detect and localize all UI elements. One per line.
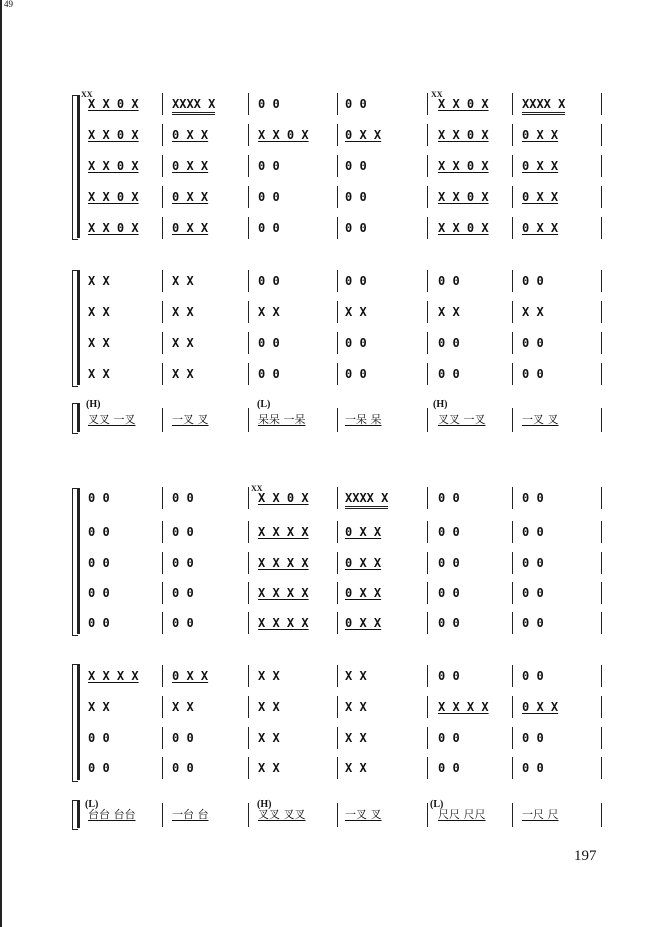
bar-line	[248, 124, 249, 146]
bar-line	[601, 612, 602, 634]
measure-cell: X X	[88, 274, 110, 288]
measure-cell: X X	[345, 669, 367, 683]
measure-cell: XXXX X	[172, 96, 215, 115]
bar-line	[512, 696, 513, 718]
bar-line	[512, 727, 513, 749]
bar-line	[601, 217, 602, 239]
bar-line	[248, 521, 249, 543]
measure-cell: 0 0	[88, 731, 110, 745]
measure-cell: X X	[88, 305, 110, 319]
bar-line	[337, 487, 338, 509]
bar-line	[427, 727, 428, 749]
bar-line	[162, 727, 163, 749]
bar-line	[248, 270, 249, 292]
bar-line	[512, 155, 513, 177]
bar-line	[162, 270, 163, 292]
bar-line	[427, 217, 428, 239]
measure-cell: X X X X	[438, 700, 489, 714]
bar-line	[337, 124, 338, 146]
measure-cell: X X	[258, 305, 280, 319]
tremolo-tag: XX	[431, 90, 443, 99]
upper-staff-brace-line	[77, 488, 80, 634]
bar-line	[512, 217, 513, 239]
bar-line	[162, 332, 163, 354]
bar-line	[337, 727, 338, 749]
bar-line	[512, 612, 513, 634]
measure-cell: 0 0	[438, 586, 460, 600]
bar-line	[512, 582, 513, 604]
bar-line	[248, 487, 249, 509]
bar-line	[248, 612, 249, 634]
bar-line	[337, 301, 338, 323]
bar-line	[248, 696, 249, 718]
bar-line	[601, 270, 602, 292]
percussion-cell: 叉叉 一叉	[88, 413, 136, 426]
bar-line	[601, 363, 602, 385]
bar-line	[601, 186, 602, 208]
register-label: (H)	[433, 399, 448, 410]
bar-line	[427, 612, 428, 634]
bar-line	[512, 124, 513, 146]
bar-line	[512, 270, 513, 292]
lower-staff-brace-line	[77, 664, 80, 780]
measure-cell: 0 0	[258, 274, 280, 288]
bar-line	[162, 93, 163, 115]
bar-line	[427, 186, 428, 208]
bar-line	[248, 301, 249, 323]
bar-line	[427, 757, 428, 779]
bar-line	[248, 93, 249, 115]
bar-line	[427, 363, 428, 385]
measure-cell: X X 0 X	[88, 159, 139, 173]
bar-line	[162, 757, 163, 779]
measure-cell: 0 0	[345, 190, 367, 204]
bar-line	[512, 803, 513, 827]
measure-cell: X X 0 X	[88, 97, 139, 111]
bar-line	[601, 408, 602, 432]
measure-cell: 0 X X	[522, 700, 559, 714]
measure-cell: X X	[88, 367, 110, 381]
measure-cell: 0 0	[522, 525, 544, 539]
tremolo-tag: XX	[81, 90, 93, 99]
bar-line	[337, 696, 338, 718]
bar-line	[427, 332, 428, 354]
bar-line	[162, 803, 163, 827]
percussion-cell: 台台 台台	[88, 808, 136, 821]
measure-cell: 0 X X	[522, 190, 559, 204]
bar-line	[427, 408, 428, 432]
bar-line	[427, 665, 428, 687]
measure-cell: 0 0	[172, 525, 194, 539]
bar-line	[337, 552, 338, 574]
measure-cell: 0 X X	[345, 525, 382, 539]
upper-staff-brace-line	[77, 95, 80, 238]
bar-line	[337, 582, 338, 604]
measure-cell: 0 X X	[172, 128, 209, 142]
measure-cell: 0 0	[438, 556, 460, 570]
measure-cell: 0 0	[522, 669, 544, 683]
measure-cell: X X	[345, 731, 367, 745]
bar-line	[512, 521, 513, 543]
bar-line	[337, 93, 338, 115]
bar-line	[162, 696, 163, 718]
measure-cell: X X	[172, 700, 194, 714]
bar-line	[601, 301, 602, 323]
measure-cell: X X 0 X	[258, 491, 309, 505]
bar-line	[162, 186, 163, 208]
bar-line	[512, 93, 513, 115]
tremolo-tag: XX	[251, 484, 263, 493]
bar-line	[512, 552, 513, 574]
bar-line	[248, 217, 249, 239]
percussion-cell: 呆呆 一呆	[258, 413, 306, 426]
measure-cell: 0 0	[258, 190, 280, 204]
measure-cell: 0 0	[438, 669, 460, 683]
measure-cell: 0 0	[345, 274, 367, 288]
bar-line	[337, 521, 338, 543]
measure-cell: 0 0	[88, 761, 110, 775]
percussion-cell: 一叉 叉	[172, 413, 209, 426]
percussion-cell: 叉叉 叉叉	[258, 808, 306, 821]
measure-cell: 0 0	[438, 274, 460, 288]
measure-cell: 0 X X	[522, 221, 559, 235]
bar-line	[601, 757, 602, 779]
bar-line	[248, 552, 249, 574]
measure-cell: X X	[345, 305, 367, 319]
measure-cell: 0 0	[172, 761, 194, 775]
bar-line	[427, 155, 428, 177]
measure-cell: 0 0	[438, 616, 460, 630]
measure-cell: X X X X	[258, 616, 309, 630]
bar-line	[248, 332, 249, 354]
bar-line	[427, 696, 428, 718]
measure-cell: 0 0	[522, 556, 544, 570]
bar-line	[601, 696, 602, 718]
percussion-cell: 一尺 尺	[522, 808, 559, 821]
bar-line	[337, 332, 338, 354]
measure-cell: X X 0 X	[258, 128, 309, 142]
measure-cell: 0 0	[172, 586, 194, 600]
bar-line	[601, 124, 602, 146]
measure-cell: 0 0	[438, 731, 460, 745]
measure-cell: 0 0	[345, 336, 367, 350]
percussion-cell: 尺尺 尺尺	[438, 808, 486, 821]
measure-cell: X X	[172, 305, 194, 319]
bar-line	[337, 757, 338, 779]
measure-cell: X X X X	[258, 556, 309, 570]
bar-line	[427, 301, 428, 323]
bar-line	[248, 363, 249, 385]
measure-cell: 0 0	[172, 556, 194, 570]
bar-line	[337, 665, 338, 687]
page-edge-line	[0, 0, 2, 927]
bar-line	[601, 155, 602, 177]
measure-cell: X X	[172, 336, 194, 350]
bar-line	[512, 665, 513, 687]
measure-cell: X X	[258, 669, 280, 683]
bar-line	[427, 521, 428, 543]
bar-line	[427, 93, 428, 115]
measure-cell: 0 0	[258, 336, 280, 350]
measure-cell: X X	[345, 761, 367, 775]
bar-line	[162, 124, 163, 146]
measure-cell: X X 0 X	[438, 190, 489, 204]
bar-line	[601, 665, 602, 687]
bar-line	[162, 521, 163, 543]
measure-cell: X X X X	[258, 525, 309, 539]
bar-line	[162, 582, 163, 604]
measure-cell: 0 0	[522, 731, 544, 745]
measure-cell: 0 0	[345, 221, 367, 235]
measure-cell: X X 0 X	[88, 190, 139, 204]
measure-cell: 0 0	[522, 274, 544, 288]
measure-cell: X X	[258, 761, 280, 775]
measure-cell: 0 0	[172, 491, 194, 505]
bar-line	[601, 93, 602, 115]
measure-cell: 0 0	[345, 367, 367, 381]
bar-line	[337, 363, 338, 385]
measure-cell: 0 X X	[172, 669, 209, 683]
measure-cell: X X 0 X	[438, 159, 489, 173]
bar-line	[248, 727, 249, 749]
measure-cell: 0 X X	[522, 128, 559, 142]
bar-line	[248, 155, 249, 177]
register-label: (L)	[85, 799, 99, 810]
bar-line	[512, 186, 513, 208]
lower-staff-brace-line	[77, 270, 80, 385]
measure-cell: XXXX X	[345, 490, 388, 509]
measure-cell: 0 X X	[345, 586, 382, 600]
bar-line	[601, 521, 602, 543]
register-label: (H)	[257, 799, 272, 810]
measure-cell: 0 0	[258, 221, 280, 235]
measure-cell: 0 0	[345, 159, 367, 173]
percussion-cell: 一叉 叉	[522, 413, 559, 426]
bar-line	[248, 665, 249, 687]
measure-cell: X X	[345, 700, 367, 714]
percussion-cell: 一台 台	[172, 808, 209, 821]
bar-line	[427, 124, 428, 146]
bar-line	[337, 612, 338, 634]
bar-line	[248, 582, 249, 604]
measure-cell: 0 0	[438, 761, 460, 775]
bar-line	[162, 552, 163, 574]
bar-line	[601, 332, 602, 354]
bar-line	[162, 363, 163, 385]
bar-line	[601, 803, 602, 827]
percussion-bracket-line	[77, 800, 80, 828]
measure-cell: X X	[438, 305, 460, 319]
measure-cell: 0 X X	[345, 556, 382, 570]
measure-cell: 0 X X	[172, 221, 209, 235]
bar-line	[512, 332, 513, 354]
measure-cell: 0 0	[522, 616, 544, 630]
bar-line	[162, 487, 163, 509]
measure-cell: 0 0	[88, 491, 110, 505]
bar-line	[427, 803, 428, 827]
measure-cell: X X 0 X	[438, 97, 489, 111]
bar-line	[248, 408, 249, 432]
corner-mark: 49	[4, 0, 13, 9]
measure-cell: 0 0	[438, 367, 460, 381]
bar-line	[248, 803, 249, 827]
measure-cell: X X	[258, 731, 280, 745]
bar-line	[337, 217, 338, 239]
register-label: (H)	[86, 399, 101, 410]
bar-line	[337, 408, 338, 432]
measure-cell: 0 0	[88, 586, 110, 600]
bar-line	[162, 301, 163, 323]
measure-cell: X X	[88, 336, 110, 350]
bar-line	[248, 757, 249, 779]
measure-cell: X X X X	[88, 669, 139, 683]
measure-cell: 0 X X	[345, 616, 382, 630]
measure-cell: 0 0	[522, 761, 544, 775]
page-number: 197	[574, 848, 597, 864]
bar-line	[162, 665, 163, 687]
measure-cell: 0 0	[522, 586, 544, 600]
bar-line	[248, 186, 249, 208]
percussion-cell: 一叉 叉	[345, 808, 382, 821]
measure-cell: 0 0	[88, 616, 110, 630]
bar-line	[512, 301, 513, 323]
measure-cell: 0 X X	[172, 190, 209, 204]
measure-cell: X X 0 X	[88, 128, 139, 142]
percussion-cell: 叉叉 一叉	[438, 413, 486, 426]
bar-line	[162, 408, 163, 432]
measure-cell: 0 X X	[522, 159, 559, 173]
measure-cell: 0 0	[172, 731, 194, 745]
measure-cell: 0 0	[522, 336, 544, 350]
measure-cell: 0 0	[522, 367, 544, 381]
percussion-bracket-line	[77, 403, 80, 432]
measure-cell: X X	[172, 367, 194, 381]
bar-line	[512, 408, 513, 432]
bar-line	[512, 757, 513, 779]
bar-line	[427, 487, 428, 509]
bar-line	[337, 270, 338, 292]
measure-cell: 0 0	[88, 556, 110, 570]
measure-cell: 0 X X	[345, 128, 382, 142]
measure-cell: 0 0	[258, 159, 280, 173]
measure-cell: X X	[88, 700, 110, 714]
measure-cell: X X 0 X	[438, 128, 489, 142]
bar-line	[427, 270, 428, 292]
bar-line	[601, 552, 602, 574]
measure-cell: X X	[522, 305, 544, 319]
measure-cell: 0 X X	[172, 159, 209, 173]
percussion-cell: 一呆 呆	[345, 413, 382, 426]
bar-line	[427, 582, 428, 604]
measure-cell: 0 0	[345, 97, 367, 111]
bar-line	[162, 217, 163, 239]
measure-cell: XXXX X	[522, 96, 565, 115]
measure-cell: X X	[258, 700, 280, 714]
measure-cell: 0 0	[438, 336, 460, 350]
measure-cell: X X 0 X	[88, 221, 139, 235]
measure-cell: 0 0	[438, 525, 460, 539]
bar-line	[162, 155, 163, 177]
register-label: (L)	[257, 399, 271, 410]
measure-cell: 0 0	[258, 367, 280, 381]
bar-line	[512, 487, 513, 509]
bar-line	[427, 552, 428, 574]
measure-cell: 0 0	[172, 616, 194, 630]
measure-cell: X X 0 X	[438, 221, 489, 235]
measure-cell: X X X X	[258, 586, 309, 600]
measure-cell: 0 0	[258, 97, 280, 111]
bar-line	[601, 727, 602, 749]
bar-line	[601, 487, 602, 509]
measure-cell: 0 0	[438, 491, 460, 505]
bar-line	[601, 582, 602, 604]
bar-line	[337, 155, 338, 177]
register-label: (L)	[430, 799, 444, 810]
measure-cell: 0 0	[522, 491, 544, 505]
bar-line	[337, 803, 338, 827]
measure-cell: X X	[172, 274, 194, 288]
bar-line	[512, 363, 513, 385]
measure-cell: 0 0	[88, 525, 110, 539]
bar-line	[162, 612, 163, 634]
bar-line	[337, 186, 338, 208]
